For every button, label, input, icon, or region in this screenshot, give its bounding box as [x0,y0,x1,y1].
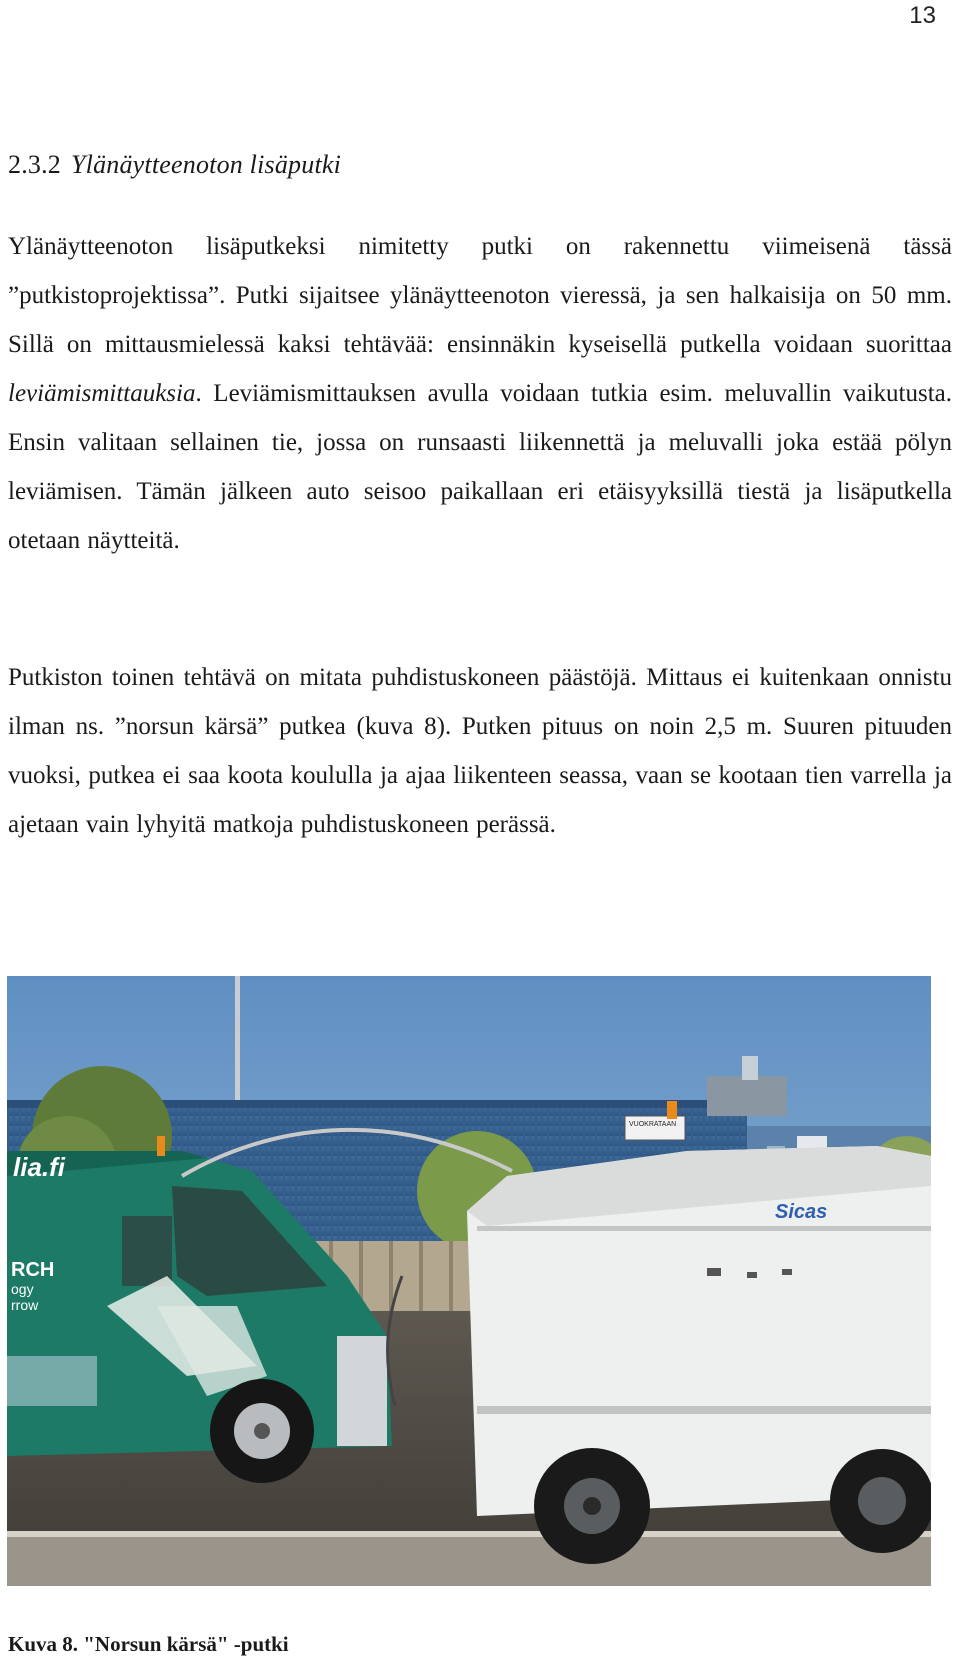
paragraph-1-text-b: . Leviämismittauksen avulla voidaan tutkia esim. meluvallin vaikutusta. Ensin valitaan sellainen tie, jossa on runsaasti liikennettä ja meluvalli joka estää pölyn leviämisen. Tämän jälkeen auto seisoo paikallaan eri etäisyyksillä tiestä ja lisäputkella otetaan näytteitä. [8,380,952,554]
figure-caption: Kuva 8. "Norsun kärsä" -putki [8,1632,289,1656]
section-heading [8,150,341,180]
van-lettering: lia.fi [13,1152,66,1182]
van-lettering-4: rrow [11,1297,39,1313]
building-sign [625,1116,685,1140]
sweeper-brand: Sicas [775,1201,828,1223]
page-number: 13 [909,2,936,29]
van-lettering-3: ogy [11,1281,34,1297]
section-title: Ylänäytteenoton lisäputki [71,150,342,179]
van-lettering-2: RCH [11,1259,55,1281]
sign-text: VUOKRATAAN [629,1121,677,1128]
paragraph-1-emphasis: leviämismittauksia [8,380,196,407]
paragraph-1-text-a: Ylänäytteenoton lisäputkeksi nimitetty putki on rakennettu viimeisenä tässä ”putkistoprojektissa”. Putki sijaitsee ylänäytteenoton vieressä, ja sen halkaisija on 50 mm. Sillä on mittausmielessä kaksi tehtävää: ensinnäkin kyseisellä putkella voidaan suorittaa [8,233,952,358]
rooftop-unit [707,1076,787,1116]
curb [7,1536,931,1586]
section-number: 2.3.2 [8,150,61,179]
paragraph-2: Putkiston toinen tehtävä on mitata puhdistuskoneen päästöjä. Mittaus ei kuitenkaan onnistu ilman ns. ”norsun kärsä” putkea (kuva 8). Putken pituus on noin 2,5 m. Suuren pituuden vuoksi, putkea ei saa koota koululla ja ajaa liikenteen seassa, vaan se kootaan tien varrella ja ajetaan vain lyhyitä matkoja puhdistuskoneen perässä. [8,664,952,838]
paragraph-1 [8,222,952,565]
figure-photo [7,976,931,1586]
